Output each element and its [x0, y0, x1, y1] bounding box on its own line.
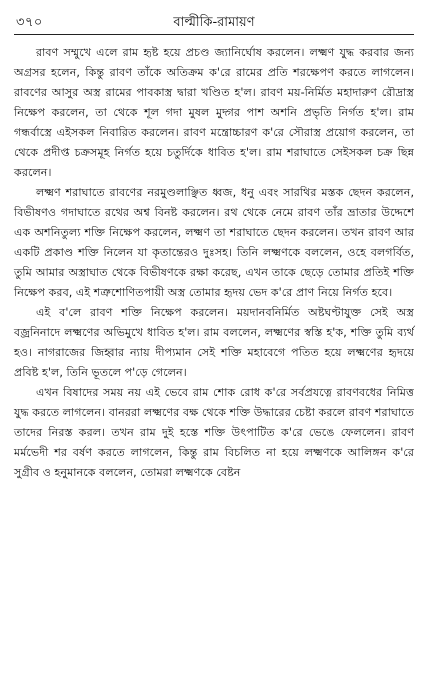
body-text — [14, 43, 414, 483]
running-title: বাল্মীকি-রামায়ণ — [173, 15, 255, 30]
paragraph: রাবণ সম্মুখে এলে রাম হৃষ্ট হয়ে প্রচণ্ড জ্যানির্ঘোষ করলেন। লক্ষ্মণ যুদ্ধ করবার জন্য অগ্রসর হলেন, কিন্তু রাবণ তাঁকে অতিক্রম ক'রে রামের প্রতি শরক্ষেপণ করতে লাগলেন। রাবণের আসুর অস্ত্র রামের পাবকাস্ত্র দ্বারা খণ্ডিত হ'ল। রাবণ ময়-নির্মিত মহাদারুণ রৌদ্রাস্ত্র নিক্ষেপ করলেন, তা থেকে শূল গদা মুষল মুদ্গর পাশ অশনি প্রভৃতি নির্গত হ'ল। রাম গন্ধর্বাস্ত্রে এইসকল নিবারিত করলেন। রাবণ মন্ত্রোচ্চারণ ক'রে সৌরাস্ত্র প্রয়োগ করলেন, তা থেকে প্রদীপ্ত চক্রসমূহ নির্গত হয়ে চতুর্দিকে ধাবিত হ'ল। রাম শরাঘাতে সেইসকল চক্র ছিন্ন করলেন। — [14, 46, 414, 179]
header-rule — [14, 34, 414, 35]
paragraph: এখন বিষাদের সময় নয় এই ভেবে রাম শোক রোধ ক'রে সর্বপ্রযত্নে রাবণবধের নিমিত্ত যুদ্ধ করতে লাগলেন। বানররা লক্ষ্মণের বক্ষ থেকে শক্তি উদ্ধারের চেষ্টা করলে রাবণ শরাঘাতে তাদের নিরস্ত করল। তখন রাম দুই হস্তে শক্তি উৎপাটিত ক'রে ভেঙে ফেললেন। রাবণ মর্মভেদী শর বর্ষণ করতে লাগলেন, কিন্তু রাম বিচলিত না হয়ে লক্ষ্মণকে আলিঙ্গন ক'রে সুগ্রীব ও হনুমানকে বললেন, তোমরা লক্ষ্মণকে বেষ্টন — [14, 386, 414, 479]
page-header — [14, 8, 414, 30]
paragraph: এই ব'লে রাবণ শক্তি নিক্ষেপ করলেন। ময়দানবনির্মিত অষ্টঘণ্টাযুক্ত সেই অস্ত্র বজ্রনিনাদে লক্ষ্মণের অভিমুখে ধাবিত হ'ল। রাম বললেন, লক্ষ্মণের স্বস্তি হ'ক, শক্তি তুমি ব্যর্থ হও। নাগরাজের জিহ্বার ন্যায় দীপ্যমান সেই শক্তি মহাবেগে পতিত হয়ে লক্ষ্মণের হৃদয়ে প্রবিষ্ট হ'ল, তিনি ভূতলে প'ড়ে গেলেন। — [14, 306, 414, 379]
paragraph: লক্ষ্মণ শরাঘাতে রাবণের নরমুণ্ডলাঞ্ছিত ধ্বজ, ধনু এবং সারথির মস্তক ছেদন করলেন, বিভীষণও গদাঘাতে রথের অশ্ব বিনষ্ট করলেন। রথ থেকে নেমে রাবণ তাঁর ভ্রাতার উদ্দেশে এক অশনিতুল্য শক্তি নিক্ষেপ করলেন, লক্ষ্মণ তা শরাঘাতে ছেদন করলেন। তখন রাবণ আর একটি প্রকাণ্ড শক্তি নিলেন যা কৃতান্তেরও দুঃসহ। তিনি লক্ষ্মণকে বললেন, ওহে বলগর্বিত, তুমি আমার অস্ত্রাঘাত থেকে বিভীষণকে রক্ষা করেছ, এখন তাকে ছেড়ে তোমার প্রতিই শক্তি নিক্ষেপ করব, এই শত্রুশোণিতপায়ী অস্ত্র তোমার হৃদয় ভেদ ক'রে প্রাণ নিয়ে নির্গত হবে। — [14, 186, 414, 299]
page-number: ৩৭০ — [16, 15, 43, 30]
